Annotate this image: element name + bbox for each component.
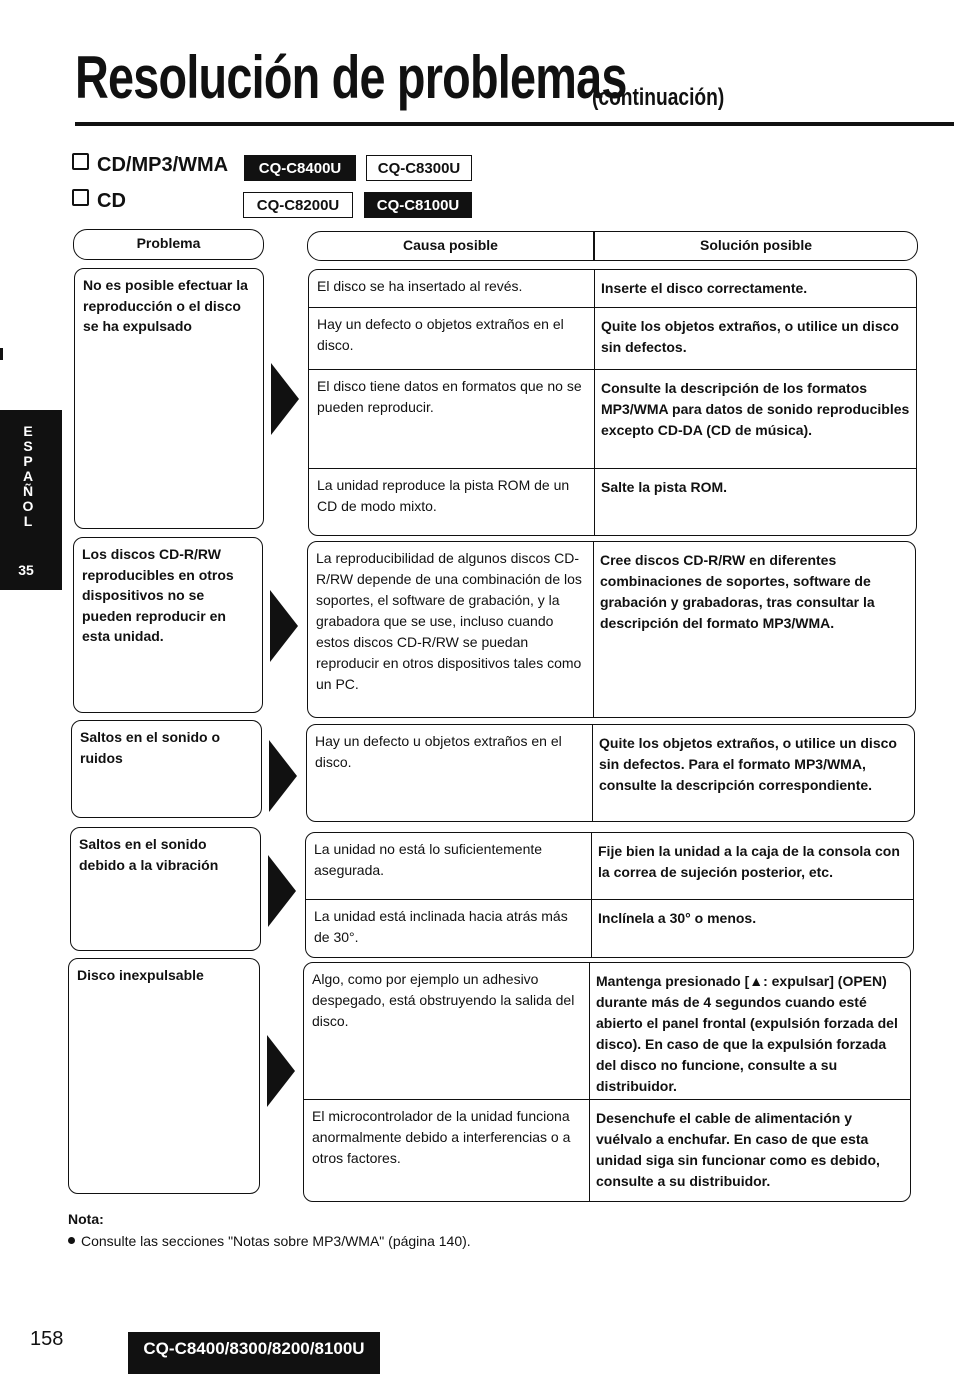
table-row bbox=[306, 833, 913, 899]
note-text: Consulte las secciones "Notas sobre MP3/WMA" (página 140). bbox=[81, 1233, 471, 1249]
problem-box: Los discos CD-R/RW reproducibles en otros dispositivos no se pueden reproducir en esta unidad. bbox=[73, 537, 263, 713]
solution-cell: Quite los objetos extraños, o utilice un disco sin defectos. bbox=[601, 318, 899, 355]
table-row bbox=[309, 369, 916, 468]
language-tab-letters bbox=[21, 424, 35, 529]
footer-models: CQ-C8400/8300/8200/8100U bbox=[128, 1332, 380, 1374]
solution-cell: Inclínela a 30° o menos. bbox=[598, 910, 757, 926]
cause-cell: El disco tiene datos en formatos que no se pueden reproducir. bbox=[309, 370, 595, 468]
tab-letter: E bbox=[23, 423, 33, 439]
header-causa: Causa posible bbox=[403, 237, 498, 253]
section-number: 35 bbox=[18, 562, 34, 578]
cause-cell: Hay un defecto o objetos extraños en el disco. bbox=[309, 308, 595, 369]
side-marker bbox=[0, 348, 3, 360]
solution-cell: Inserte el disco correctamente. bbox=[601, 280, 808, 296]
solution-cell: Desenchufe el cable de alimentación y vuélvalo a enchufar. En caso de que esta unidad siga sin funcionar como es debido, consulte a su distribuidor. bbox=[596, 1110, 880, 1189]
solution-cell: Salte la pista ROM. bbox=[601, 479, 728, 495]
cause-cell: Algo, como por ejemplo un adhesivo despegado, está obstruyendo la salida del disco. bbox=[304, 963, 590, 1099]
model-line-cd bbox=[72, 189, 126, 213]
cause-solution-group bbox=[308, 269, 917, 536]
problem-box: No es posible efectuar la reproducción o el disco se ha expulsado bbox=[74, 268, 264, 529]
tab-letter: O bbox=[22, 498, 34, 514]
checkbox-icon bbox=[72, 189, 89, 206]
solution-cell: Fije bien la unidad a la caja de la consola con la correa de sujeción posterior, etc. bbox=[598, 843, 900, 880]
title-rule bbox=[75, 122, 954, 126]
table-row bbox=[307, 725, 914, 821]
solution-cell: Quite los objetos extraños, o utilice un disco sin defectos. Para el formato MP3/WMA, consulte la descripción correspondiente. bbox=[599, 735, 897, 793]
cause-cell: La unidad está inclinada hacia atrás más de 30°. bbox=[306, 900, 592, 958]
header-problema: Problema bbox=[73, 229, 264, 260]
model-box-c8200: CQ-C8200U bbox=[243, 192, 353, 218]
tab-letter: Ñ bbox=[22, 483, 34, 499]
note-title: Nota: bbox=[68, 1211, 104, 1227]
cause-solution-group bbox=[306, 724, 915, 822]
language-tab bbox=[0, 410, 62, 590]
model-box-c8300: CQ-C8300U bbox=[366, 155, 472, 181]
checkbox-icon bbox=[72, 153, 89, 170]
tab-letter: A bbox=[22, 468, 34, 484]
tab-letter: P bbox=[23, 453, 33, 469]
table-row bbox=[308, 542, 915, 717]
cause-cell: El microcontrolador de la unidad funciona anormalmente debido a interferencias o a otros factores. bbox=[304, 1100, 590, 1202]
tab-letter: S bbox=[23, 438, 33, 454]
header-cause-solution bbox=[307, 231, 918, 261]
arrow-icon bbox=[271, 363, 299, 435]
table-row bbox=[309, 468, 916, 535]
solution-cell: Cree discos CD-R/RW en diferentes combinaciones de soportes, software de grabación y grabadoras, tras consultar la descripción del formato MP3/WMA. bbox=[600, 552, 875, 631]
tab-letter: L bbox=[23, 513, 33, 529]
solution-cell: Mantenga presionado [▲: expulsar] (OPEN) durante más de 4 segundos cuando esté abierto el panel frontal (expulsión forzada del disco). En caso de que la expulsión forzada del disco no funcione, consulte a su distribuidor. bbox=[596, 973, 898, 1094]
model-label: CD/MP3/WMA bbox=[97, 154, 229, 176]
bullet-icon bbox=[68, 1237, 75, 1244]
cause-solution-group bbox=[307, 541, 916, 718]
cause-cell: El disco se ha insertado al revés. bbox=[309, 270, 595, 307]
arrow-icon bbox=[269, 740, 297, 812]
table-row bbox=[306, 899, 913, 958]
cause-cell: La reproducibilidad de algunos discos CD-R/RW depende de una combinación de los soportes, el software de grabación, y la grabadora que se use, incluso cuando estos discos CD-R/RW se puedan reproducir en otros dispositivos tales como un PC. bbox=[308, 542, 594, 717]
problem-box: Saltos en el sonido o ruidos bbox=[71, 720, 262, 818]
model-label: CD bbox=[97, 190, 126, 212]
page-number: 158 bbox=[30, 1328, 64, 1350]
table-row bbox=[309, 307, 916, 369]
note-item bbox=[68, 1233, 471, 1249]
header-solucion: Solución posible bbox=[699, 237, 812, 253]
model-box-c8400: CQ-C8400U bbox=[244, 155, 356, 181]
arrow-icon bbox=[270, 590, 298, 662]
page-title: Resolución de problemas bbox=[75, 44, 627, 111]
cause-solution-group bbox=[303, 962, 911, 1202]
cause-cell: La unidad no está lo suficientemente asegurada. bbox=[306, 833, 592, 899]
arrow-icon bbox=[268, 855, 296, 927]
model-line-mp3 bbox=[72, 153, 228, 177]
problem-box: Saltos en el sonido debido a la vibración bbox=[70, 827, 261, 951]
arrow-icon bbox=[267, 1035, 295, 1107]
problem-box: Disco inexpulsable bbox=[68, 958, 260, 1194]
model-box-c8100: CQ-C8100U bbox=[364, 192, 472, 218]
cause-cell: La unidad reproduce la pista ROM de un CD de modo mixto. bbox=[309, 469, 595, 535]
solution-cell: Consulte la descripción de los formatos MP3/WMA para datos de sonido reproducibles excepto CD-DA (CD de música). bbox=[601, 380, 910, 438]
table-row bbox=[304, 1099, 910, 1202]
page-subtitle: (continuación) bbox=[592, 84, 725, 111]
table-row bbox=[309, 270, 916, 307]
cause-solution-group bbox=[305, 832, 914, 958]
cause-cell: Hay un defecto u objetos extraños en el disco. bbox=[307, 725, 593, 821]
table-row bbox=[304, 963, 910, 1099]
